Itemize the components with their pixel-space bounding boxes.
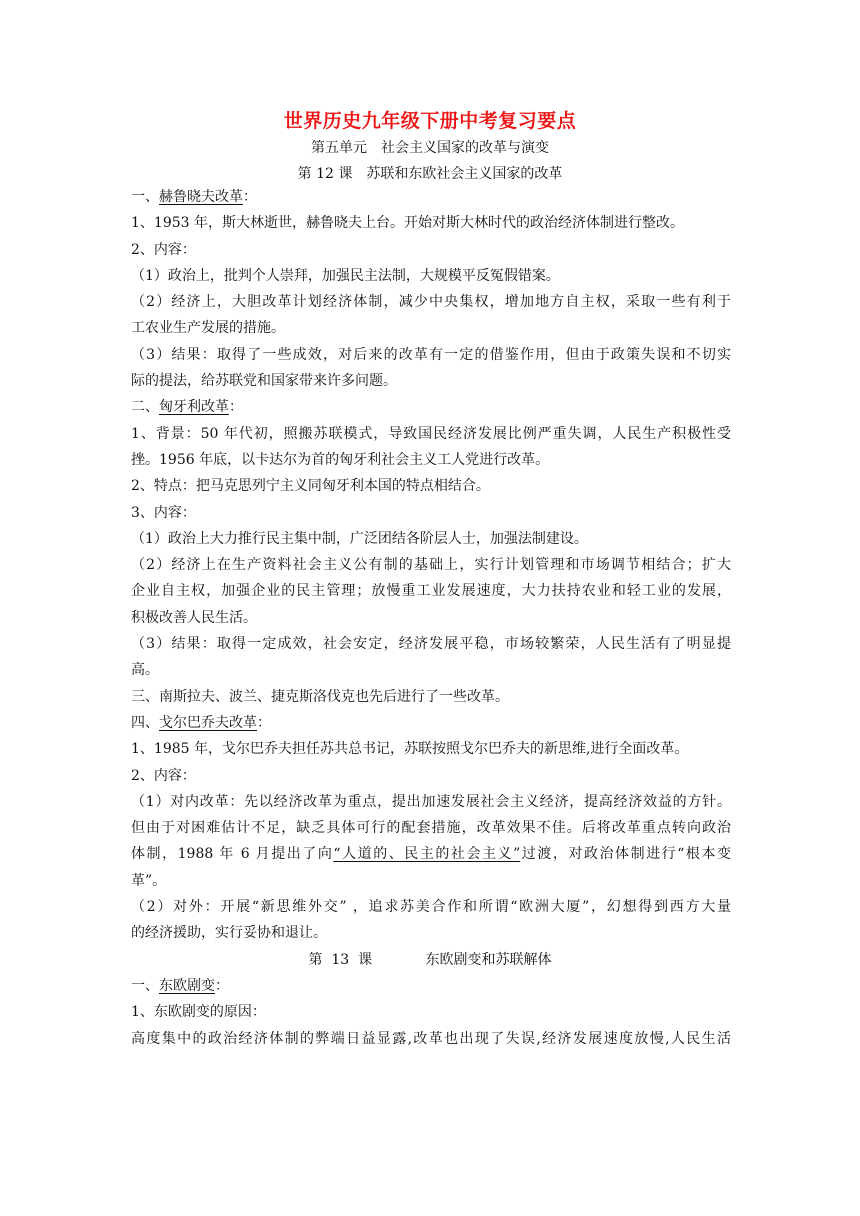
text-line: 2、内容：: [131, 241, 196, 258]
underlined-term: 匈牙利改革: [159, 399, 229, 416]
text-line: 但由于对困难估计不足，缺乏具体可行的配套措施，改革效果不佳。后将改革重点转向政治: [131, 820, 731, 837]
text-line: （1）政治上大力推行民主集中制，广泛团结各阶层人士，加强法制建设。: [131, 530, 588, 547]
text-line: 革”。: [131, 872, 167, 889]
text-line: [131, 973, 731, 999]
unit-heading: 第五单元 社会主义国家的改革与演变: [311, 140, 549, 156]
text-line: （3）结果：取得一定成效，社会安定，经济发展平稳，市场较繁荣，人民生活有了明显提: [131, 636, 731, 653]
text-line: 高度集中的政治经济体制的弊端日益显露,改革也出现了失误,经济发展速度放慢,人民生活: [131, 1030, 731, 1047]
text-segment: ：: [215, 977, 229, 994]
text-line: （3）结果：取得了一些成效，对后来的改革有一定的借鉴作用，但由于政策失误和不切实: [131, 346, 731, 363]
text-segment: ：: [243, 189, 257, 205]
text-line: [131, 841, 731, 867]
text-line: （2）对外：开展“新思维外交” ，追求苏美合作和所谓“欧洲大厦”，幻想得到西方大量: [131, 899, 731, 916]
text-line: 三、南斯拉夫、波兰、捷克斯洛伐克也先后进行了一些改革。: [131, 688, 509, 705]
text-segment: 二、: [131, 399, 159, 416]
lesson-13-heading: 第 13 课 东欧剧变和苏联解体: [308, 951, 552, 968]
text-line: 1、背景：50 年代初，照搬苏联模式，导致国民经济发展比例严重失调，人民生产积极性受: [131, 425, 731, 442]
underlined-term: 赫鲁晓夫改革: [159, 189, 243, 205]
text-line: 企业自主权，加强企业的民主管理；放慢重工业发展速度，大力扶持农业和轻工业的发展，: [131, 583, 731, 600]
text-segment: 过渡，对政治体制进行“根本变: [520, 846, 731, 863]
text-line: [131, 184, 731, 210]
text-line: 1、东欧剧变的原因：: [131, 1004, 266, 1021]
text-line: 1、1985 年，戈尔巴乔夫担任苏共总书记，苏联按照戈尔巴乔夫的新思维,进行全面改革。: [131, 741, 689, 758]
text-segment: 一、: [131, 189, 159, 205]
text-line: 挫。1956 年底，以卡达尔为首的匈牙利社会主义工人党进行改革。: [131, 451, 550, 468]
text-segment: 一、: [131, 977, 159, 994]
underlined-term: “人道的、民主的社会主义”: [333, 846, 521, 863]
text-segment: 四、: [131, 714, 159, 731]
text-line: [131, 394, 731, 420]
text-line: 的经济援助，实行妥协和退让。: [131, 925, 327, 942]
text-line: 际的提法，给苏联党和国家带来许多问题。: [131, 373, 397, 390]
text-line: 高。: [131, 662, 159, 679]
text-line: 工农业生产发展的措施。: [131, 320, 285, 337]
text-segment: 体制，1988 年 6 月提出了向: [131, 846, 334, 863]
text-segment: ：: [229, 399, 243, 416]
text-line: （1）对内改革：先以经济改革为重点，提出加速发展社会主义经济，提高经济效益的方针。: [131, 793, 731, 810]
text-line: [131, 710, 731, 736]
text-segment: ：: [257, 714, 271, 731]
text-line: （2）经济上，大胆改革计划经济体制，减少中央集权，增加地方自主权，采取一些有利于: [131, 294, 731, 311]
body-text: [131, 184, 731, 1052]
text-line: 3、内容：: [131, 504, 196, 521]
document-title: 世界历史九年级下册中考复习要点: [283, 110, 577, 132]
text-line: 2、内容：: [131, 767, 196, 784]
underlined-term: 东欧剧变: [159, 977, 215, 994]
text-line: 2、特点：把马克思列宁主义同匈牙利本国的特点相结合。: [131, 478, 490, 495]
text-line: 1、1953 年，斯大林逝世，赫鲁晓夫上台。开始对斯大林时代的政治经济体制进行整改。: [131, 215, 684, 232]
text-line: （2）经济上在生产资料社会主义公有制的基础上，实行计划管理和市场调节相结合；扩大: [131, 557, 731, 574]
text-line: 积极改善人民生活。: [131, 609, 257, 626]
underlined-term: 戈尔巴乔夫改革: [159, 714, 257, 731]
lesson-12-heading: 第 12 课 苏联和东欧社会主义国家的改革: [297, 166, 563, 182]
text-line: （1）政治上，批判个人崇拜，加强民主法制，大规模平反冤假错案。: [131, 267, 560, 284]
